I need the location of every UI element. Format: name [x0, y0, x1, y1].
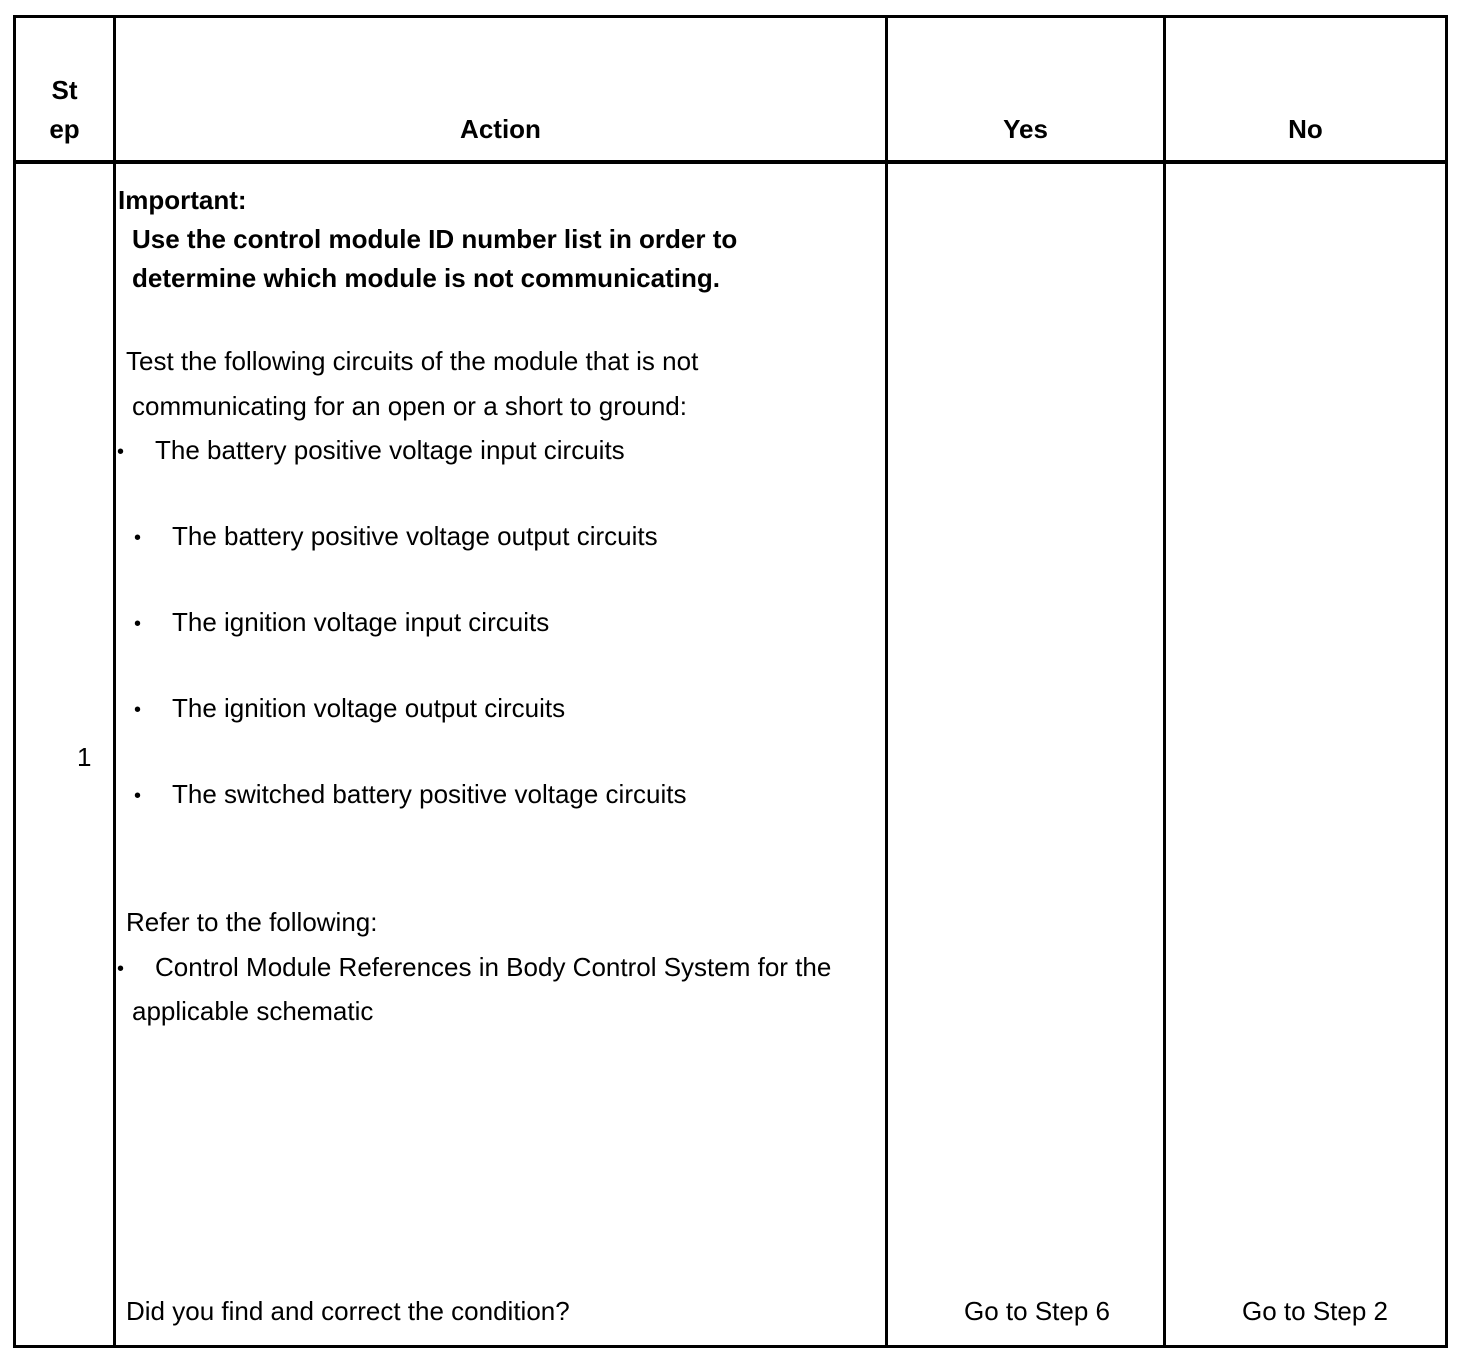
bullet-item-battery-input: The battery positive voltage input circuits — [155, 435, 625, 465]
bullet-item-ignition-input: The ignition voltage input circuits — [172, 607, 550, 637]
column-divider-step — [113, 15, 116, 1348]
bullet-icon: • — [117, 441, 125, 463]
column-divider-yes — [1163, 15, 1166, 1348]
bullet-icon: • — [134, 699, 142, 721]
header-yes: Yes — [1003, 114, 1048, 144]
bullet-item-ignition-output: The ignition voltage output circuits — [172, 693, 566, 723]
refer-item-line1: Control Module References in Body Control System for the — [155, 952, 832, 982]
bullet-icon: • — [117, 958, 125, 980]
important-text-line2: determine which module is not communicating. — [132, 263, 720, 293]
bullet-icon: • — [134, 527, 142, 549]
bullet-icon: • — [134, 785, 142, 807]
bullet-icon: • — [134, 613, 142, 635]
important-text-line1: Use the control module ID number list in order to — [132, 224, 738, 254]
header-divider — [13, 160, 1448, 164]
question-text: Did you find and correct the condition? — [126, 1296, 570, 1326]
important-label: Important: — [118, 185, 247, 215]
header-step-line2: ep — [49, 114, 80, 144]
refer-label: Refer to the following: — [126, 907, 378, 937]
bullet-item-switched-battery: The switched battery positive voltage circuits — [172, 779, 687, 809]
test-text-line2: communicating for an open or a short to ground: — [132, 391, 687, 421]
header-no: No — [1288, 114, 1323, 144]
bullet-item-battery-output: The battery positive voltage output circuits — [172, 521, 658, 551]
header-step-line1: St — [51, 75, 78, 105]
header-action: Action — [460, 114, 541, 144]
no-outcome: Go to Step 2 — [1242, 1296, 1388, 1326]
yes-outcome: Go to Step 6 — [964, 1296, 1110, 1326]
column-divider-action — [885, 15, 888, 1348]
test-text-line1: Test the following circuits of the module that is not — [126, 346, 699, 376]
refer-item-line2: applicable schematic — [132, 996, 374, 1026]
step-number: 1 — [77, 742, 92, 772]
